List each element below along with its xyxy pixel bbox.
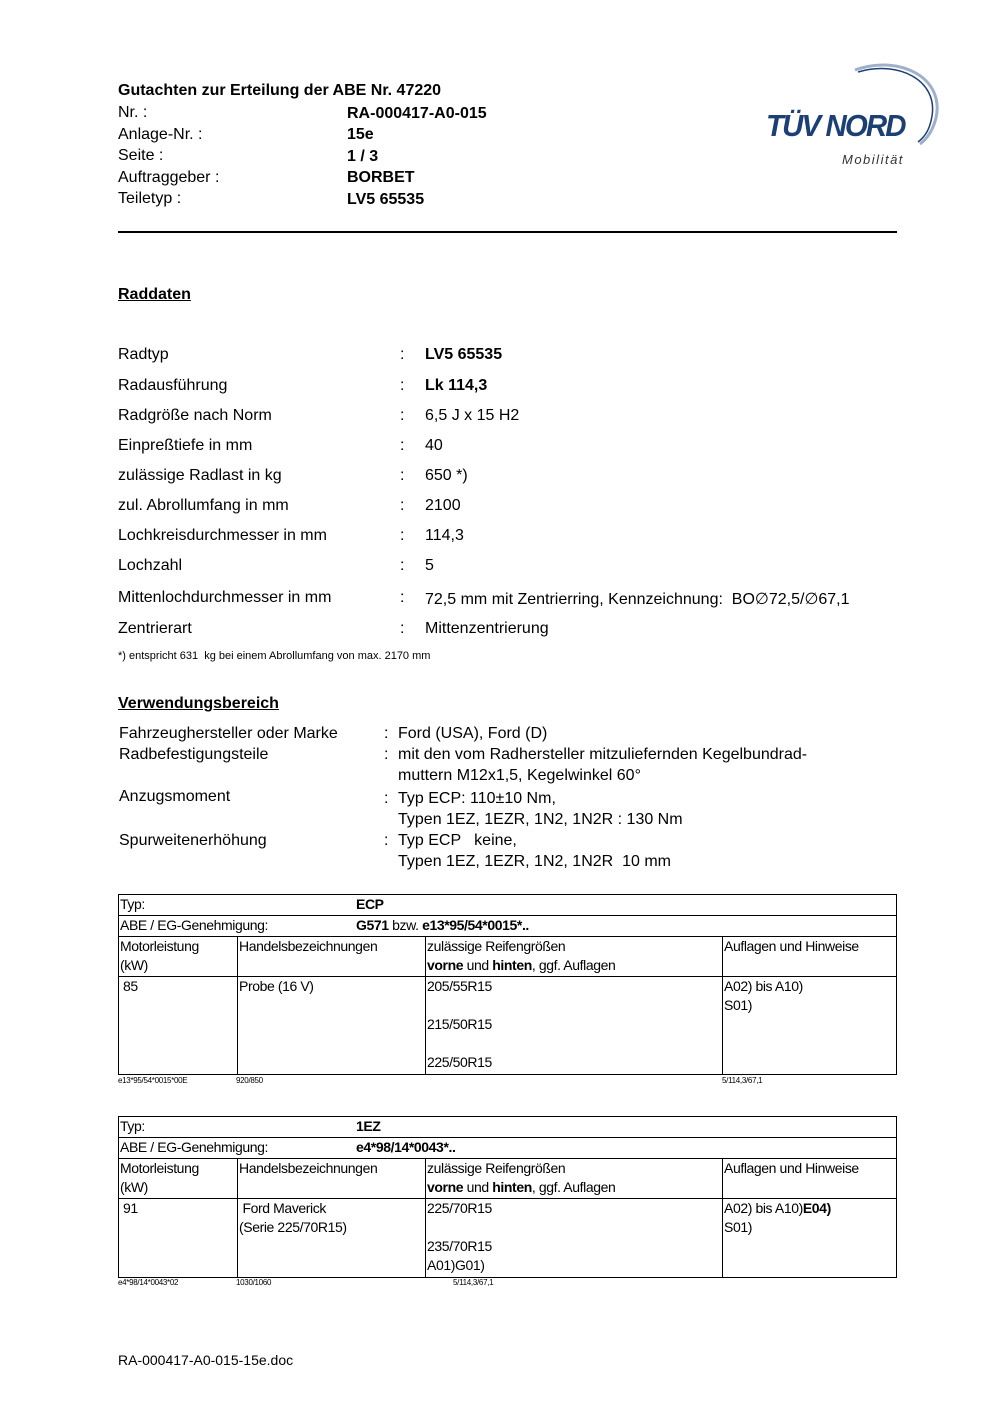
tyre-size: 205/55R15 — [427, 978, 492, 994]
separator-colon: : — [400, 527, 405, 544]
table-row — [119, 1199, 896, 1277]
col-motorleistung-line: Motorleistung — [120, 1160, 199, 1176]
col-reifengroessen-line — [427, 956, 723, 975]
kw-value: 91 — [123, 1200, 138, 1216]
verwendung-value: Typ ECP: 110±10 Nm, — [398, 790, 556, 807]
col-reifengroessen-line — [427, 1178, 723, 1197]
hinten-text: hinten — [492, 1179, 532, 1195]
raddaten-value: Mittenzentrierung — [425, 620, 549, 637]
header-field-value: RA-000417-A0-015 — [347, 105, 487, 122]
raddaten-footnote: *) entspricht 631 kg bei einem Abrollumfang von max. 2170 mm — [118, 650, 431, 662]
handelsbezeichnung-value: Ford Maverick — [239, 1200, 326, 1216]
raddaten-label: Lochkreisdurchmesser in mm — [118, 527, 327, 544]
typ-label: Typ: — [120, 1118, 145, 1134]
abe-value — [355, 917, 529, 936]
raddaten-value: 6,5 J x 15 H2 — [425, 407, 520, 424]
verwendung-label: Radbefestigungsteile — [119, 746, 269, 763]
typ-value: ECP — [356, 896, 384, 912]
header-field-label: Seite : — [118, 147, 164, 164]
header-field-value: 1 / 3 — [347, 148, 379, 165]
verwendung-value: mit den vom Radhersteller mitzuliefernden Kegelbundrad- — [398, 746, 808, 763]
separator-colon: : — [400, 620, 405, 637]
abe-value-part: G571 — [356, 917, 389, 933]
separator-colon: : — [384, 725, 389, 742]
header-field-label: Auftraggeber : — [118, 169, 220, 186]
table-footnote: e4*98/14*0043*02 — [118, 1278, 179, 1287]
abe-label: ABE / EG-Genehmigung: — [120, 917, 269, 933]
verwendung-value: Ford (USA), Ford (D) — [398, 725, 548, 742]
und-text: und — [463, 957, 493, 973]
vorne-text: vorne — [427, 957, 464, 973]
separator-colon: : — [400, 346, 405, 363]
col-motorleistung-line: Motorleistung — [120, 938, 199, 954]
verwendung-label: Spurweitenerhöhung — [119, 832, 267, 849]
raddaten-value: LV5 65535 — [425, 346, 503, 363]
table-footnote: e13*95/54*0015*00E — [118, 1076, 188, 1085]
tyre-size: 225/70R15 — [427, 1200, 492, 1216]
raddaten-value: 114,3 — [425, 527, 464, 544]
col-auflagen-hinweise: Auflagen und Hinweise — [722, 937, 896, 976]
handelsbezeichnung-value: (Serie 225/70R15) — [239, 1219, 347, 1235]
header-field-label: Teiletyp : — [118, 190, 182, 207]
tyre-sizes — [425, 1199, 723, 1277]
header-field-value: BORBET — [347, 169, 415, 186]
table-row-typ — [119, 895, 896, 916]
table-header-row — [119, 1159, 896, 1199]
document-filename: RA-000417-A0-015-15e.doc — [118, 1352, 294, 1368]
separator-colon: : — [384, 832, 389, 849]
logo-subtitle: Mobilität — [842, 152, 904, 167]
raddaten-value: 40 — [425, 437, 443, 454]
tyre-auflagen: A01)G01) — [427, 1257, 485, 1273]
verwendung-label: Anzugsmoment — [119, 788, 231, 805]
separator-colon: : — [400, 497, 405, 514]
separator-colon: : — [400, 557, 405, 574]
document-title: Gutachten zur Erteilung der ABE Nr. 47220 — [118, 82, 442, 99]
auflagen-values — [722, 1199, 896, 1277]
abe-value-part: e13*95/54*0015*.. — [422, 917, 529, 933]
raddaten-label: zulässige Radlast in kg — [118, 467, 282, 484]
col-reifengroessen-line: zulässige Reifengrößen — [427, 1160, 566, 1176]
col-motorleistung — [119, 937, 237, 976]
handelsbezeichnung-values — [237, 1199, 426, 1277]
handelsbezeichnung-value: Probe (16 V) — [237, 977, 426, 1074]
col-reifengroessen-line: zulässige Reifengrößen — [427, 938, 566, 954]
separator-colon: : — [400, 467, 405, 484]
header-field-label: Nr. : — [118, 104, 148, 121]
header-divider — [118, 231, 897, 233]
separator-colon: : — [400, 589, 405, 606]
table-footnote: 5/114,3/67,1 — [453, 1278, 494, 1287]
col-auflagen-hinweise: Auflagen und Hinweise — [722, 1159, 896, 1198]
tuev-nord-logo — [760, 58, 945, 173]
col-reifengroessen — [425, 937, 723, 976]
auflage-part: E04) — [802, 1200, 831, 1216]
tyre-size: 235/70R15 — [427, 1238, 492, 1254]
table-footnote: 5/114,3/67,1 — [722, 1076, 763, 1085]
abe-value: e4*98/14*0043*.. — [356, 1139, 456, 1155]
raddaten-value: 72,5 mm mit Zentrierring, Kennzeichnung: BO∅72,5/∅67,1 — [425, 591, 850, 608]
table-row — [119, 977, 896, 1074]
auflage-part: A02) bis A10) — [724, 1200, 803, 1216]
header-field-value: LV5 65535 — [347, 191, 425, 208]
col-handelsbezeichnungen: Handelsbezeichnungen — [237, 937, 426, 976]
table-row-abe — [119, 916, 896, 937]
raddaten-value: 2100 — [425, 497, 461, 514]
verwendung-value: Typen 1EZ, 1EZR, 1N2, 1N2R 10 mm — [398, 853, 671, 870]
abe-label: ABE / EG-Genehmigung: — [120, 1139, 269, 1155]
raddaten-label: Radgröße nach Norm — [118, 407, 272, 424]
auflage: A02) bis A10) — [724, 978, 803, 994]
separator-colon: : — [384, 790, 389, 807]
raddaten-label: Zentrierart — [118, 620, 192, 637]
col-motorleistung — [119, 1159, 237, 1198]
separator-colon: : — [400, 377, 405, 394]
und-text: und — [463, 1179, 493, 1195]
typ-value: 1EZ — [356, 1118, 381, 1134]
verwendung-value: Typ ECP keine, — [398, 832, 517, 849]
auflagen-text: , ggf. Auflagen — [531, 957, 616, 973]
tyre-size: 225/50R15 — [427, 1054, 492, 1070]
abe-value-part: bzw. — [388, 917, 423, 933]
hinten-text: hinten — [492, 957, 532, 973]
col-motorleistung-line: (kW) — [120, 1179, 148, 1195]
raddaten-label: Radausführung — [118, 377, 228, 394]
table-footnote: 1030/1060 — [236, 1278, 272, 1287]
auflage: S01) — [724, 997, 752, 1013]
auflagen-text: , ggf. Auflagen — [531, 1179, 616, 1195]
approval-table-1ez — [118, 1116, 897, 1278]
auflage: S01) — [724, 1219, 752, 1235]
approval-table-ecp — [118, 894, 897, 1075]
table-footnote: 920/850 — [236, 1076, 263, 1085]
header-field-label: Anlage-Nr. : — [118, 126, 203, 143]
verwendung-value: Typen 1EZ, 1EZR, 1N2, 1N2R : 130 Nm — [398, 811, 683, 828]
table-row-typ — [119, 1117, 896, 1138]
raddaten-label: Lochzahl — [118, 557, 183, 574]
col-handelsbezeichnungen: Handelsbezeichnungen — [237, 1159, 426, 1198]
verwendung-value: muttern M12x1,5, Kegelwinkel 60° — [398, 767, 641, 784]
vorne-text: vorne — [427, 1179, 464, 1195]
raddaten-value: 5 — [425, 557, 434, 574]
table-row-abe — [119, 1138, 896, 1159]
header-field-value: 15e — [347, 126, 374, 143]
col-reifengroessen — [425, 1159, 723, 1198]
verwendung-heading: Verwendungsbereich — [118, 695, 279, 712]
tyre-sizes — [425, 977, 723, 1074]
raddaten-value: 650 *) — [425, 467, 468, 484]
auflage — [724, 1199, 896, 1218]
table-header-row — [119, 937, 896, 977]
col-motorleistung-line: (kW) — [120, 957, 148, 973]
separator-colon: : — [400, 437, 405, 454]
kw-value: 85 — [123, 978, 138, 994]
logo-brand: TÜV NORD — [766, 108, 905, 143]
typ-label: Typ: — [120, 896, 145, 912]
raddaten-label: Einpreßtiefe in mm — [118, 437, 253, 454]
raddaten-label: Radtyp — [118, 346, 169, 363]
raddaten-label: Mittenlochdurchmesser in mm — [118, 589, 332, 606]
auflagen-values — [722, 977, 896, 1074]
raddaten-label: zul. Abrollumfang in mm — [118, 497, 289, 514]
verwendung-label: Fahrzeughersteller oder Marke — [119, 725, 338, 742]
separator-colon: : — [400, 407, 405, 424]
raddaten-heading: Raddaten — [118, 286, 191, 303]
tyre-size: 215/50R15 — [427, 1016, 492, 1032]
separator-colon: : — [384, 746, 389, 763]
raddaten-value: Lk 114,3 — [425, 377, 488, 394]
